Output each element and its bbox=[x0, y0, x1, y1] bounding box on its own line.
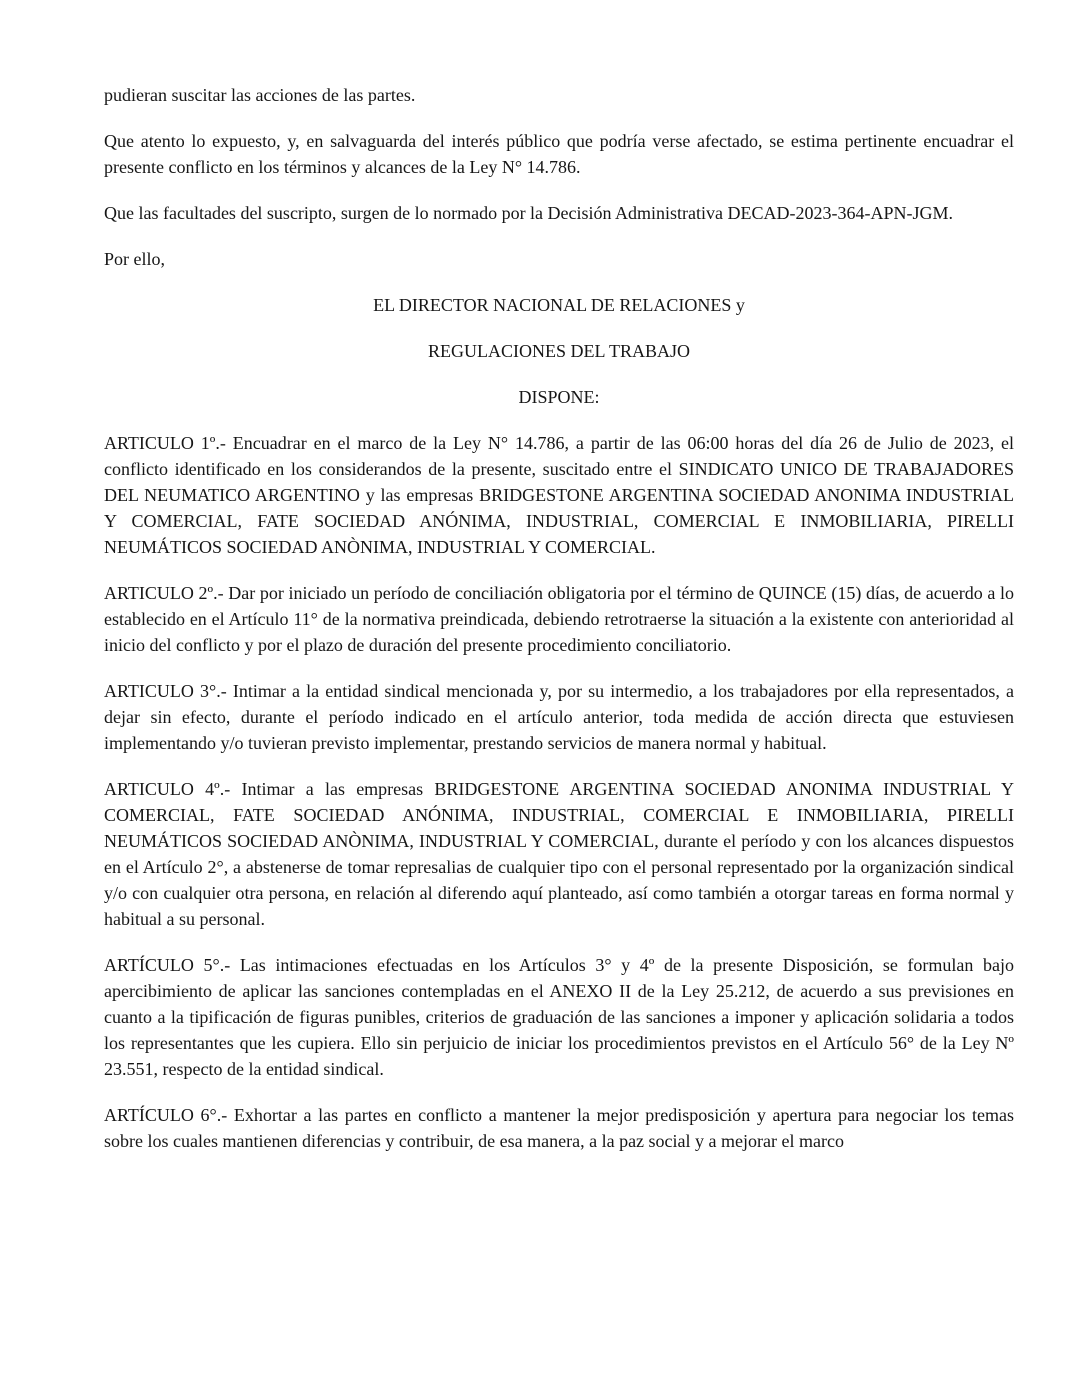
document-body bbox=[104, 82, 1014, 1174]
heading-director-nacional: EL DIRECTOR NACIONAL DE RELACIONES y bbox=[373, 295, 745, 315]
heading-dispone: DISPONE: bbox=[518, 387, 600, 407]
article-6-paragraph: ARTÍCULO 6°.- Exhortar a las partes en conflicto a mantener la mejor predisposición y apertura para negociar los temas sobre los cuales mantienen diferencias y contribuir, de esa manera, a la paz social y a mejorar el marco bbox=[104, 1105, 1014, 1151]
article-3-paragraph: ARTICULO 3°.- Intimar a la entidad sindical mencionada y, por su intermedio, a los trabajadores por ella representados, a dejar sin efecto, durante el período indicado en el artículo anterior, toda medida de acción directa que estuviesen implementando y/o tuvieran previsto implementar, prestando servicios de manera normal y habitual. bbox=[104, 681, 1014, 753]
article-2-paragraph: ARTICULO 2º.- Dar por iniciado un período de conciliación obligatoria por el término de QUINCE (15) días, de acuerdo a lo establecido en el Artículo 11° de la normativa preindicada, debiendo retrotraerse la situación a la existente con anterioridad al inicio del conflicto y por el plazo de duración del presente procedimiento conciliatorio. bbox=[104, 583, 1014, 655]
article-5-paragraph: ARTÍCULO 5°.- Las intimaciones efectuadas en los Artículos 3° y 4º de la presente Disposición, se formulan bajo apercibimiento de aplicar las sanciones contempladas en el ANEXO II de la Ley 25.212, de acuerdo a sus previsiones en cuanto a la tipificación de figuras punibles, criterios de graduación de las sanciones a imponer y aplicación solidaria a todos los representantes que les cupiera. Ello sin perjuicio de iniciar los procedimientos previstos en el Artículo 56° de la Ley Nº 23.551, respecto de la entidad sindical. bbox=[104, 955, 1014, 1079]
paragraph-considerando-facultades: Que las facultades del suscripto, surgen de lo normado por la Decisión Administrativa DECAD-2023-364-APN-JGM. bbox=[104, 203, 954, 223]
article-4-paragraph: ARTICULO 4º.- Intimar a las empresas BRIDGESTONE ARGENTINA SOCIEDAD ANONIMA INDUSTRIAL Y COMERCIAL, FATE SOCIEDAD ANÓNIMA, INDUSTRIAL, COMERCIAL E INMOBILIARIA, PIRELLI NEUMÁTICOS SOCIEDAD ANÒNIMA, INDUSTRIAL Y COMERCIAL, durante el período y con los alcances dispuestos en el Artículo 2°, a abstenerse de tomar represalias de cualquier tipo con el personal representado por la organización sindical y/o con cualquier otra persona, en relación al diferendo aquí planteado, así como también a otorgar tareas en forma normal y habitual a su personal. bbox=[104, 779, 1014, 929]
paragraph-considerando-acciones: pudieran suscitar las acciones de las partes. bbox=[104, 85, 416, 105]
heading-regulaciones-trabajo: REGULACIONES DEL TRABAJO bbox=[427, 341, 690, 361]
paragraph-por-ello: Por ello, bbox=[104, 249, 165, 269]
article-1-paragraph: ARTICULO 1º.- Encuadrar en el marco de la Ley N° 14.786, a partir de las 06:00 horas del día 26 de Julio de 2023, el conflicto identificado en los considerandos de la presente, suscitado entre el SINDICATO UNICO DE TRABAJADORES DEL NEUMATICO ARGENTINO y las empresas BRIDGESTONE ARGENTINA SOCIEDAD ANONIMA INDUSTRIAL Y COMERCIAL, FATE SOCIEDAD ANÓNIMA, INDUSTRIAL, COMERCIAL E INMOBILIARIA, PIRELLI NEUMÁTICOS SOCIEDAD ANÒNIMA, INDUSTRIAL Y COMERCIAL. bbox=[104, 433, 1014, 557]
paragraph-considerando-interes-publico: Que atento lo expuesto, y, en salvaguarda del interés público que podría verse afectado, se estima pertinente encuadrar el presente conflicto en los términos y alcances de la Ley N° 14.786. bbox=[104, 131, 1014, 177]
